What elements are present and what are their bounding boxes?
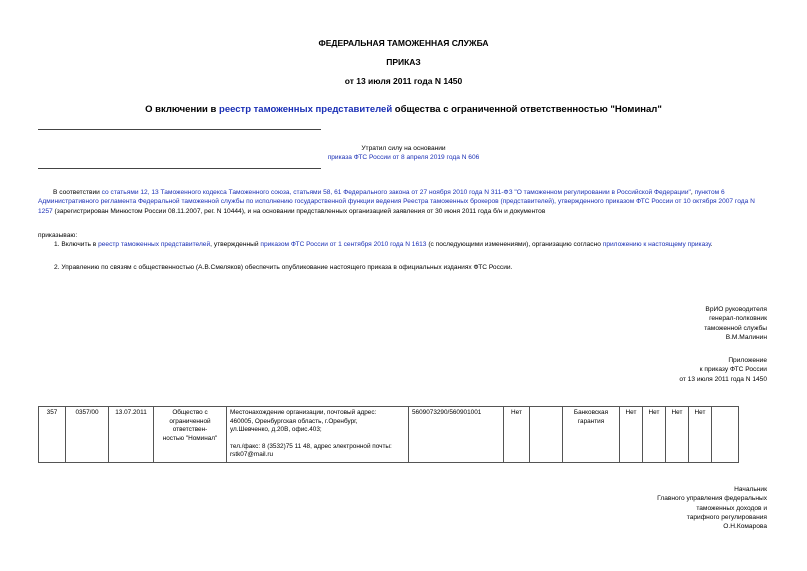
table-row: [39, 407, 739, 463]
order-item-2: 2. Управлению по связям с общественностью (А.В.Смеляков) обеспечить опубликование настоящего приказа в официальных изданиях ФТС России.: [54, 264, 513, 271]
org-line-3: ответствен-: [172, 426, 208, 434]
appendix-block: [560, 356, 767, 384]
item1-appendix-link[interactable]: приложению к настоящему приказу: [602, 241, 711, 248]
org-line-1: Общество с: [172, 409, 208, 416]
appendix-line-3: от 13 июля 2011 года N 1450: [679, 375, 767, 383]
cell-address: [227, 407, 409, 463]
cell-number: 357: [39, 407, 66, 463]
cell-inn-kpp: 5609073290/560901001: [409, 407, 504, 463]
address-line-3: ул.Шевченко, д.20В, офис.403;: [230, 426, 322, 434]
email: rstk07@mail.ru: [230, 451, 274, 459]
title-registry-link[interactable]: реестр таможенных представителей: [219, 104, 393, 115]
agency-heading: ФЕДЕРАЛЬНАЯ ТАМОЖЕННАЯ СЛУЖБА: [318, 38, 489, 48]
signature-block: [560, 305, 767, 342]
signature-name: В.М.Малинин: [725, 333, 767, 341]
footer-line-4: тарифного регулирования: [686, 513, 767, 521]
signature-line-1: ВрИО руководителя: [705, 306, 767, 313]
document-date-number: от 13 июля 2011 года N 1450: [344, 76, 463, 86]
item1-registry-link[interactable]: реестр таможенных представителей: [98, 241, 211, 248]
registry-table: [38, 406, 739, 463]
org-line-4: ностью "Номинал": [162, 434, 218, 442]
document-title: [0, 104, 807, 115]
separator-top: [38, 129, 321, 130]
customs-code-link[interactable]: со статьями 12, 13 Таможенного кодекса Таможенного союза, статьями 58, 61 Федерального закона от 27 ноября 2010 года N 311-ФЗ "О таможенном регулировании в Российской Федерации": [101, 189, 691, 196]
cell-date: 13.07.2011: [109, 407, 154, 463]
item1-text-3: (с последующими изменениями), организацию согласно: [426, 241, 603, 248]
address-line-1: Местонахождение организации, почтовый адрес:: [230, 409, 377, 416]
footer-signature: [560, 485, 767, 531]
title-suffix: общества с ограниченной ответственностью "Номинал": [392, 104, 662, 115]
regulation-link[interactable]: пунктом 6 Административного регламента Федеральной таможенной службы по исполнению государственной функции ведения Реестра таможенных брокеров (представителей), утвержденного приказом ФТС России от 10 октября 2007 года N 1257: [38, 189, 755, 215]
cell-flag-4: Нет: [666, 407, 689, 463]
item1-text-1: 1. Включить в: [54, 241, 99, 248]
cell-flag-1: Нет: [504, 407, 530, 463]
item1-text-2: , утвержденный: [210, 241, 261, 248]
footer-line-2: Главного управления федеральных: [657, 495, 767, 503]
contact-line: тел./факс: 8 (3532)75 11 48, адрес электронной почты:: [230, 442, 392, 450]
cell-organization: [154, 407, 227, 463]
order-word: приказываю:: [38, 232, 78, 239]
item1-order-link[interactable]: приказом ФТС России от 1 сентября 2010 года N 1613: [260, 241, 427, 248]
preamble-text-1: В соответствии: [53, 189, 102, 196]
cell-flag-2: Нет: [620, 407, 643, 463]
signature-line-3: таможенной службы: [704, 324, 767, 332]
repeal-status: [0, 144, 807, 163]
signature-line-2: генерал-полковник: [709, 315, 767, 323]
guarantee-line-1: Банковская: [573, 409, 609, 416]
appendix-line-1: Приложение: [728, 357, 767, 364]
cell-empty-2: [712, 407, 739, 463]
separator-bottom: [38, 168, 321, 169]
repeal-status-text: Утратил силу на основании: [361, 145, 446, 152]
address-line-2: 460005, Оренбургская область, г.Оренбург,: [230, 417, 358, 425]
org-line-2: ограниченной: [169, 417, 211, 425]
document-type: ПРИКАЗ: [386, 57, 421, 67]
cell-guarantee: [563, 407, 620, 463]
preamble-paragraph: [38, 188, 769, 216]
appendix-line-2: к приказу ФТС России: [699, 366, 767, 374]
footer-line-3: таможенных доходов и: [696, 504, 767, 512]
cell-flag-5: Нет: [689, 407, 712, 463]
cell-registry-number: 0357/00: [66, 407, 109, 463]
order-item-1: [54, 240, 769, 249]
guarantee-line-2: гарантия: [577, 417, 605, 425]
preamble-text-3: (зарегистрирован Минюстом России 08.11.2007, рег. N 10444), и на основании представленных организацией заявления от 30 июня 2011 года б/н и документов: [52, 207, 546, 215]
cell-flag-3: Нет: [643, 407, 666, 463]
item1-text-4: .: [710, 241, 713, 248]
footer-name: О.Н.Комарова: [723, 523, 767, 531]
repeal-order-link[interactable]: приказа ФТС России от 8 апреля 2019 года N 606: [327, 154, 480, 162]
preamble-text-2: ,: [690, 189, 695, 196]
title-prefix: О включении в: [145, 104, 220, 115]
footer-line-1: Начальник: [734, 486, 767, 493]
cell-empty-1: [530, 407, 563, 463]
